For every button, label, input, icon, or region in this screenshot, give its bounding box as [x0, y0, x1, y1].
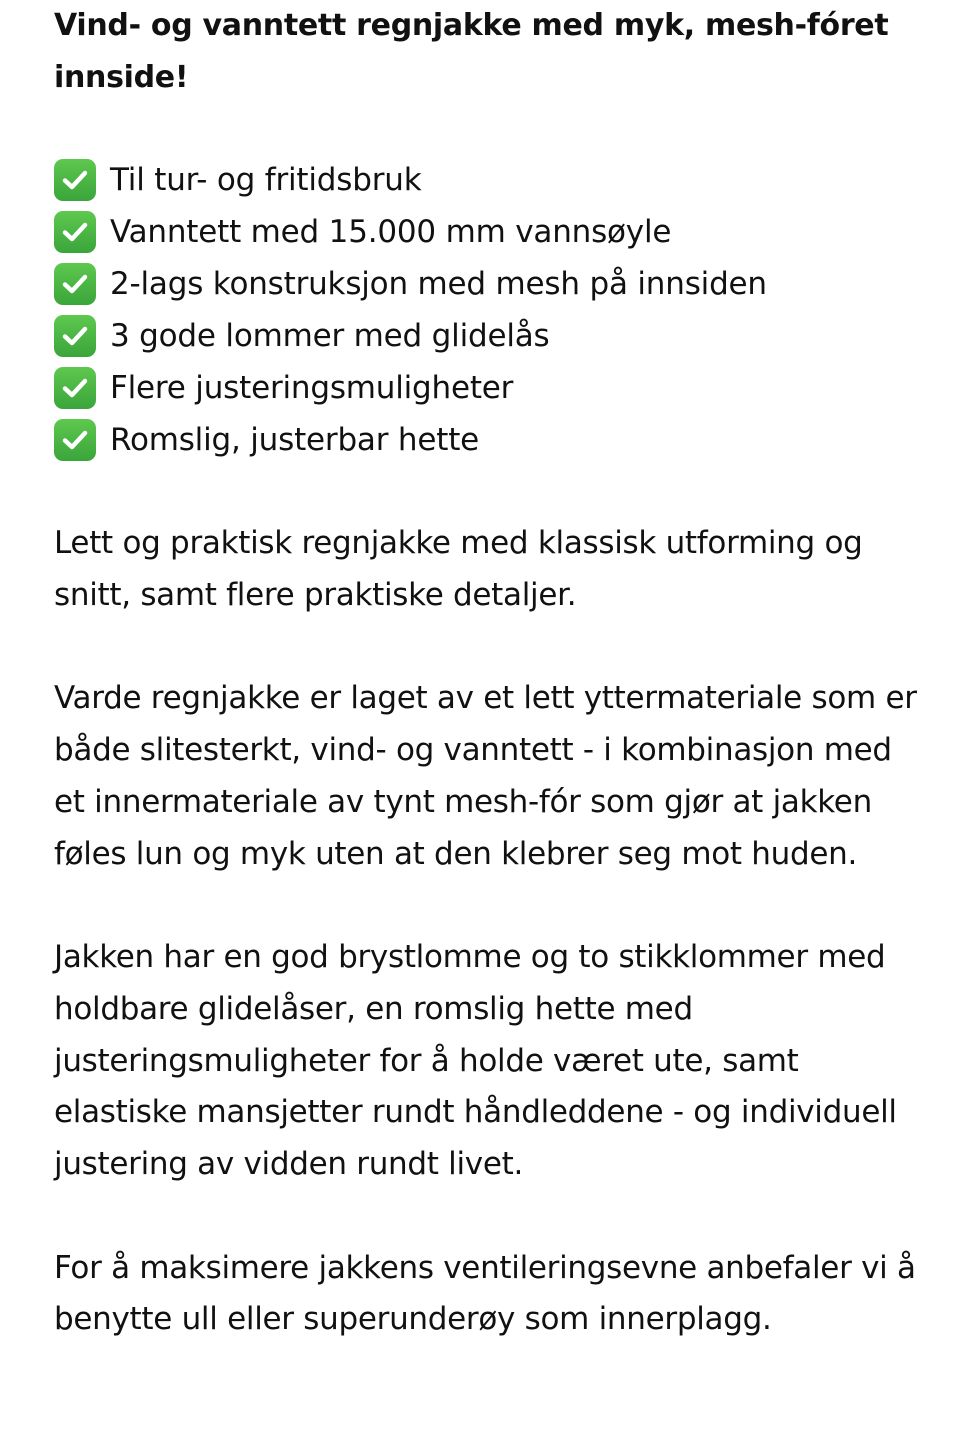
check-mark-icon	[54, 263, 96, 305]
description-paragraph: Jakken har en god brystlomme og to stikklommer med holdbare glidelåser, en romslig hette med justeringsmuligheter for å holde været ute, samt elastiske mansjetter rundt håndleddene - og individuell justering av vidden rundt livet.	[54, 939, 897, 1183]
feature-label: Flere justeringsmuligheter	[110, 370, 514, 406]
product-description	[54, 0, 934, 1346]
description-paragraph: For å maksimere jakkens ventileringsevne anbefaler vi å benytte ull eller superunderøy som innerplagg.	[54, 1249, 916, 1338]
feature-item	[54, 310, 934, 362]
check-mark-icon	[54, 367, 96, 409]
check-mark-icon	[54, 211, 96, 253]
feature-list	[54, 154, 934, 466]
feature-label: Til tur- og fritidsbruk	[110, 162, 422, 198]
feature-label: Vanntett med 15.000 mm vannsøyle	[110, 214, 672, 250]
check-mark-icon	[54, 315, 96, 357]
feature-label: Romslig, justerbar hette	[110, 422, 480, 458]
description-paragraph: Lett og praktisk regnjakke med klassisk utforming og snitt, samt flere praktiske detaljer.	[54, 525, 863, 613]
feature-item	[54, 414, 934, 466]
feature-label: 3 gode lommer med glidelås	[110, 318, 550, 354]
feature-item	[54, 258, 934, 310]
check-mark-icon	[54, 159, 96, 201]
check-mark-icon	[54, 419, 96, 461]
feature-item	[54, 206, 934, 258]
feature-item	[54, 154, 934, 206]
feature-label: 2-lags konstruksjon med mesh på innsiden	[110, 266, 767, 302]
product-heading: Vind- og vanntett regnjakke med myk, mesh-fóret innside!	[54, 8, 889, 95]
feature-item	[54, 362, 934, 414]
description-paragraph: Varde regnjakke er laget av et lett yttermateriale som er både slitesterkt, vind- og vanntett - i kombinasjon med et innermateriale av tynt mesh-fór som gjør at jakken føles lun og myk uten at den klebrer seg mot huden.	[54, 680, 917, 872]
